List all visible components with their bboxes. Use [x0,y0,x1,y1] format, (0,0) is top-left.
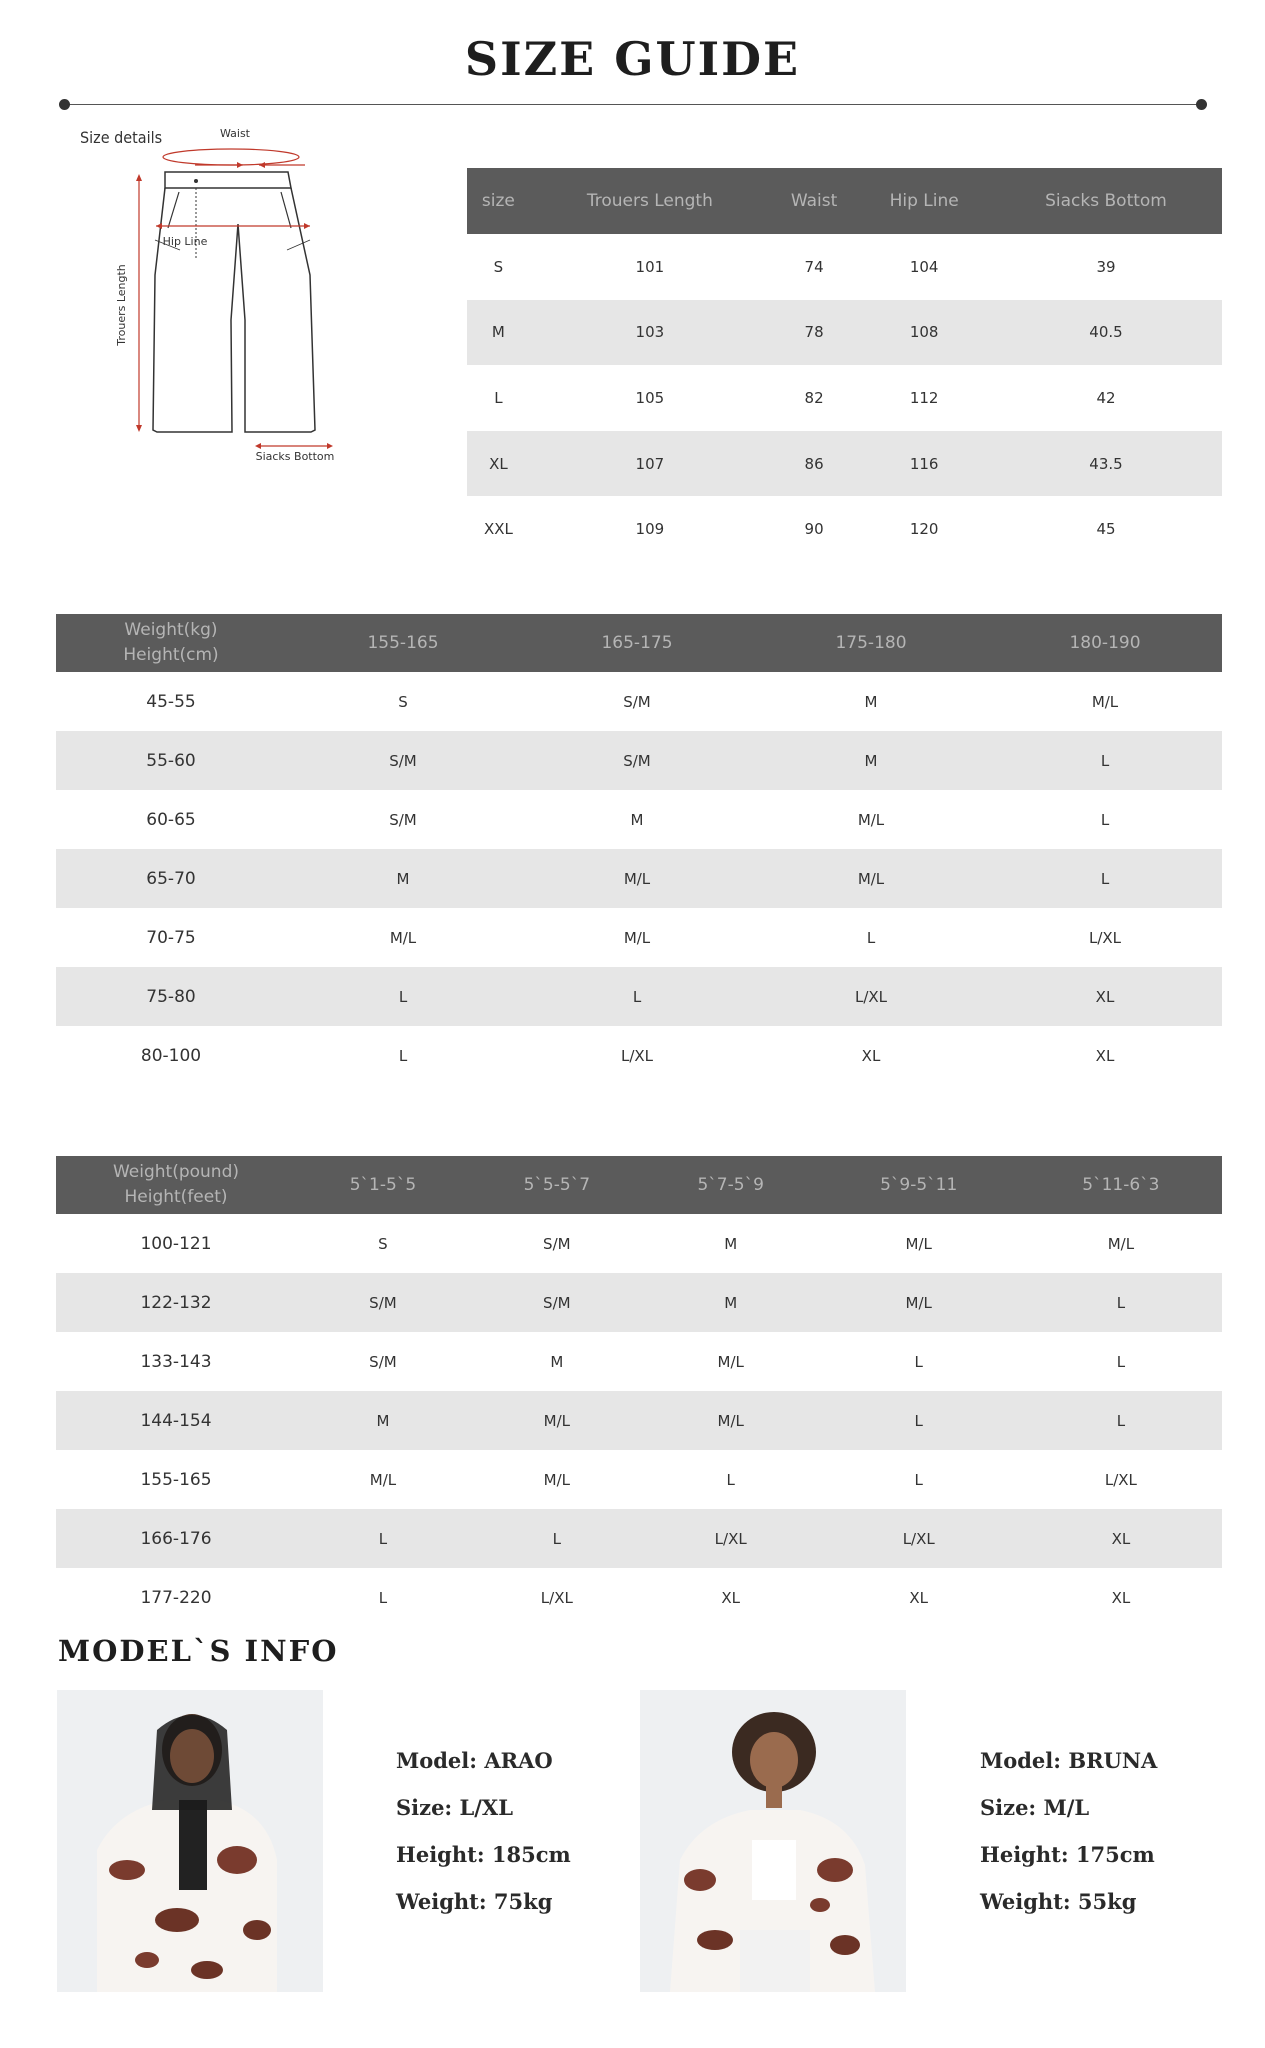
size-cell: M [864,692,878,711]
page-title: SIZE GUIDE [464,32,801,86]
weight-range-cell: 155-165 [140,1469,212,1490]
size-cell: M [296,1391,470,1450]
size-cell: XL [1095,1046,1115,1065]
table-row [56,672,1222,731]
weight-range-cell: 70-75 [146,927,196,948]
weight-range-cell: 80-100 [140,1045,202,1066]
size-cell: M/L [644,1391,818,1450]
size-cell: M/L [857,810,885,829]
corner-weight-label: Weight(kg) [124,620,218,640]
size-cell: S [398,692,408,711]
model-photo-bruna [640,1690,906,1992]
size-cell: S/M [520,731,754,790]
size-cell: L/XL [754,967,988,1026]
weight-range-cell: 144-154 [56,1391,296,1450]
header-height-range: 165-175 [520,614,754,672]
size-cell: M/L [623,928,651,947]
size-cell: M/L [520,849,754,908]
weight-range-cell: 55-60 [56,731,286,790]
model-size: Size: M/L [980,1795,1090,1820]
table-row [56,1509,1222,1568]
size-cell: XL [909,1588,929,1607]
trousers-diagram [105,120,365,600]
size-cell: M/L [754,849,988,908]
weight-range-cell: 60-65 [146,809,196,830]
table-header-row [56,1156,1222,1214]
table-row [56,1214,1222,1273]
size-cell: L/XL [644,1509,818,1568]
table-header-row [56,614,1222,672]
trousers-outline [153,188,315,432]
size-cell: L [1116,1352,1126,1371]
header-height-range: 175-180 [754,614,988,672]
metric-size-table [56,614,1222,1085]
trousers-length-label: Trouers Length [115,264,128,346]
table-cell: 104 [909,257,939,276]
header-height-range: 155-165 [286,614,520,672]
table-row [467,431,1222,497]
size-cell: L [1020,1273,1222,1332]
header-hip-line: Hip Line [858,168,990,234]
size-cell: S/M [286,731,520,790]
model-height: Height: 185cm [396,1842,571,1867]
table-row [56,1026,1222,1085]
table-cell: XXL [483,520,513,539]
slacks-bottom-label: Siacks Bottom [255,450,335,463]
size-cell: L [866,928,876,947]
header-height-range: 5`5-5`7 [470,1156,644,1214]
table-cell: 120 [909,520,939,539]
header-waist: Waist [770,168,858,234]
table-cell: 109 [635,520,665,539]
size-cell: M/L [717,1352,744,1371]
table-cell: 43.5 [990,431,1222,497]
size-cell: XL [1111,1588,1131,1607]
size-cell: S/M [623,692,651,711]
size-cell: L/XL [540,1588,573,1607]
table-cell: 116 [858,431,990,497]
size-cell: M/L [905,1234,932,1253]
divider-dot-right [1196,99,1207,110]
size-cell: S/M [369,1352,397,1371]
divider-dot-left [59,99,70,110]
table-row [56,908,1222,967]
size-cell: L [296,1509,470,1568]
table-row [467,365,1222,431]
table-row [56,790,1222,849]
model-weight: Weight: 75kg [396,1889,553,1914]
header-corner [56,614,286,672]
model-info-arao [396,1748,571,1936]
weight-range-cell: 65-70 [56,849,286,908]
size-cell: L [726,1470,735,1489]
weight-range-cell: 177-220 [140,1587,212,1608]
table-cell: 45 [1096,520,1116,539]
header-height-range: 180-190 [988,614,1222,672]
waist-measure-ellipse [163,149,299,165]
divider-line [64,104,1200,105]
corner-height-label: Height(feet) [124,1187,228,1207]
table-cell: 90 [804,520,824,539]
table-row [467,234,1222,300]
size-cell: L/XL [818,1509,1020,1568]
size-cell: M [644,1273,818,1332]
table-cell: 40.5 [990,300,1222,366]
size-cell: L [1100,810,1110,829]
size-details-table [467,168,1222,562]
size-cell: L [470,1509,644,1568]
table-cell: 112 [909,388,939,407]
table-row [56,1391,1222,1450]
header-corner [56,1156,296,1214]
table-row [56,1450,1222,1509]
size-cell: M [754,731,988,790]
size-cell: L [398,1046,408,1065]
size-cell: M [550,1352,564,1371]
table-row [56,1332,1222,1391]
model-name: Model: BRUNA [980,1748,1158,1773]
size-cell: L [520,967,754,1026]
weight-range-cell: 100-121 [140,1233,212,1254]
table-row [56,1273,1222,1332]
weight-range-cell: 133-143 [140,1351,212,1372]
size-cell: M/L [389,928,417,947]
size-cell: L [286,967,520,1026]
table-cell: 108 [858,300,990,366]
size-cell: S/M [470,1273,644,1332]
table-cell: 107 [530,431,770,497]
model-name: Model: ARAO [396,1748,553,1773]
header-size: size [467,168,530,234]
table-cell: 78 [770,300,858,366]
table-cell: 74 [804,257,824,276]
size-cell: L/XL [1088,928,1122,947]
table-cell: 42 [1096,388,1116,407]
size-cell: L/XL [620,1046,654,1065]
size-cell: M [630,810,644,829]
table-cell: 86 [770,431,858,497]
size-cell: L [378,1588,388,1607]
model-height: Height: 175cm [980,1842,1155,1867]
model-info-bruna [980,1748,1157,1936]
header-height-range: 5`9-5`11 [818,1156,1020,1214]
size-cell: S [378,1234,388,1253]
size-cell: XL [988,967,1222,1026]
weight-range-cell: 122-132 [56,1273,296,1332]
table-cell: M [467,300,530,366]
table-row [56,967,1222,1026]
model-photo-arao [57,1690,323,1992]
size-cell: XL [1020,1509,1222,1568]
size-cell: L/XL [1104,1470,1137,1489]
table-cell: S [493,257,504,276]
models-info-title: MODEL`S INFO [58,1634,339,1668]
size-cell: S/M [543,1234,571,1253]
table-row [56,1568,1222,1627]
size-cell: M [724,1234,738,1253]
header-slacks-bottom: Siacks Bottom [990,168,1222,234]
table-cell: 82 [804,388,824,407]
size-cell: M/L [1107,1234,1135,1253]
hip-line-label: Hip Line [162,235,208,248]
size-cell: M/L [1091,692,1119,711]
weight-range-cell: 45-55 [146,691,196,712]
size-cell: L [914,1352,923,1371]
header-height-range: 5`1-5`5 [296,1156,470,1214]
corner-height-label: Height(cm) [123,645,219,665]
size-cell: L [1020,1391,1222,1450]
table-header-row [467,168,1222,234]
header-trousers-length: Trouers Length [530,168,770,234]
waist-label: Waist [219,127,251,140]
size-cell: L [988,731,1222,790]
table-cell: 103 [530,300,770,366]
size-details-label: Size details [80,128,163,147]
size-cell: S/M [389,810,417,829]
size-cell: M/L [818,1273,1020,1332]
header-height-range: 5`7-5`9 [644,1156,818,1214]
size-cell: M [286,849,520,908]
table-cell: 101 [635,257,665,276]
model-weight: Weight: 55kg [980,1889,1137,1914]
table-cell: 105 [635,388,665,407]
size-cell: M/L [470,1391,644,1450]
size-cell: L [818,1391,1020,1450]
table-cell: 39 [1096,257,1116,276]
table-row [56,731,1222,790]
size-cell: M/L [369,1470,397,1489]
size-cell: S/M [296,1273,470,1332]
model-size: Size: L/XL [396,1795,513,1820]
weight-range-cell: 75-80 [56,967,286,1026]
size-cell: XL [861,1046,881,1065]
table-row [467,496,1222,562]
table-cell: L [494,388,503,407]
weight-range-cell: 166-176 [56,1509,296,1568]
header-height-range: 5`11-6`3 [1020,1156,1222,1214]
table-cell: XL [467,431,530,497]
waistband [165,172,291,188]
table-row [467,300,1222,366]
imperial-size-table [56,1156,1222,1627]
table-row [56,849,1222,908]
size-cell: M/L [543,1470,570,1489]
size-cell: L [914,1470,923,1489]
corner-weight-label: Weight(pound) [112,1162,240,1182]
size-cell: XL [721,1588,740,1607]
size-cell: L [988,849,1222,908]
